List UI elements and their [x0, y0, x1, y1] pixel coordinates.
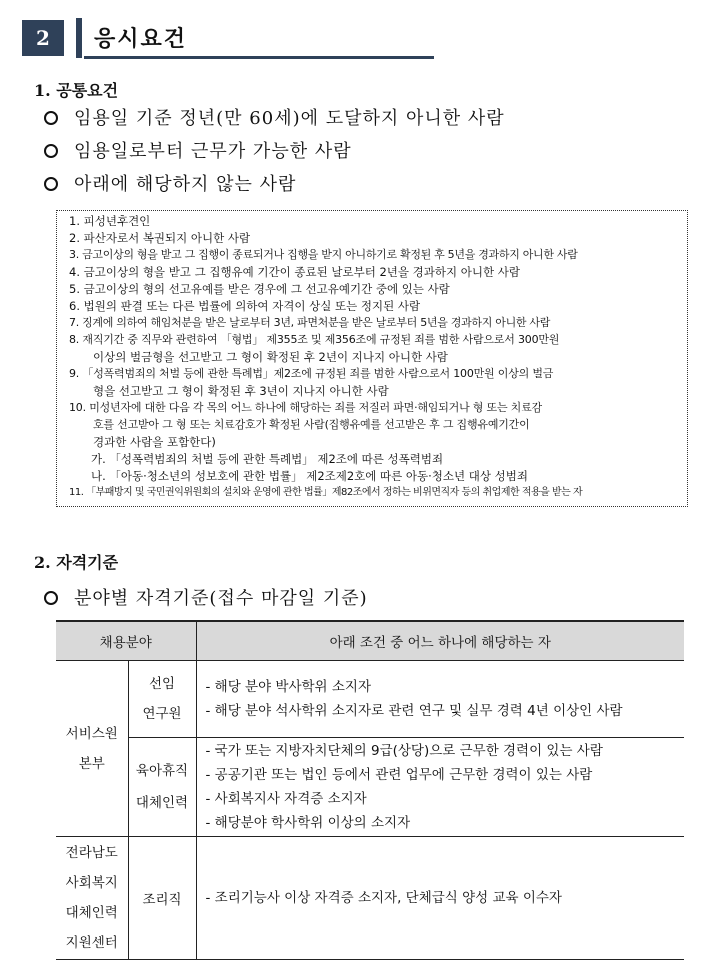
disqualification-item: 9. 「성폭력범죄의 처벌 등에 관한 특례법」제2조에 규정된 죄를 범한 사람으로서 100만원 이상의 벌금 — [69, 367, 554, 380]
section-title-bar — [76, 18, 82, 58]
section-title-underline — [84, 56, 434, 59]
qualification-table — [56, 620, 684, 960]
role-cell: 선임 연구원 — [128, 661, 196, 738]
disqualification-subitem: 가. 「성폭력범죄의 처벌 등에 관한 특례법」 제2조에 따른 성폭력범죄 — [91, 452, 444, 466]
disqualification-item: 4. 금고이상의 형을 받고 그 집행유예 기간이 종료된 날로부터 2년을 경과하지 아니한 사람 — [69, 265, 520, 279]
dept-cell: 전라남도 사회복지 대체인력 지원센터 — [56, 837, 128, 960]
condition-line: - 해당분야 학사학위 이상의 소지자 — [205, 815, 411, 831]
condition-line: - 해당 분야 석사학위 소지자로 관련 연구 및 실무 경력 4년 이상인 사람 — [205, 703, 623, 719]
disqualification-item: 10. 미성년자에 대한 다음 각 목의 어느 하나에 해당하는 죄를 저질러 파면‧해임되거나 형 또는 치료감 — [69, 401, 542, 414]
qualification-bullet: 분야별 자격기준(접수 마감일 기준) — [44, 584, 368, 610]
circle-bullet-icon — [44, 144, 58, 158]
role-cell: 조리직 — [128, 837, 196, 960]
disqualification-item: 3. 금고이상의 형을 받고 그 집행이 종료되거나 집행을 받지 아니하기로 확정된 후 5년을 경과하지 아니한 사람 — [69, 248, 578, 261]
condition-cell — [196, 661, 684, 738]
circle-bullet-icon — [44, 591, 58, 605]
header-field: 채용분야 — [56, 621, 196, 661]
circle-bullet-icon — [44, 111, 58, 125]
disqualification-item: 7. 징계에 의하여 해임처분을 받은 날로부터 3년, 파면처분을 받은 날로부터 5년을 경과하지 아니한 사람 — [69, 316, 551, 329]
disqualification-item: 6. 법원의 판결 또는 다른 법률에 의하여 자격이 상실 또는 정지된 사람 — [69, 299, 421, 313]
common-bullet-1: 임용일 기준 정년(만 60세)에 도달하지 아니한 사람 — [44, 104, 505, 130]
disqualification-item: 8. 재직기간 중 직무와 관련하여 「형법」 제355조 및 제356조에 규정된 죄를 범한 사람으로서 300만원 — [69, 333, 560, 346]
section-number-badge: 2 — [22, 20, 64, 56]
table-row — [56, 738, 684, 837]
condition-line: - 해당 분야 박사학위 소지자 — [205, 679, 371, 695]
disqualification-item: 5. 금고이상의 형의 선고유예를 받은 경우에 그 선고유예기간 중에 있는 사람 — [69, 282, 450, 296]
dept-cell: 서비스원 본부 — [56, 661, 128, 837]
condition-line: - 국가 또는 지방자치단체의 9급(상당)으로 근무한 경력이 있는 사람 — [205, 743, 603, 759]
condition-cell — [196, 837, 684, 960]
condition-line: - 공공기관 또는 법인 등에서 관련 업무에 근무한 경력이 있는 사람 — [205, 767, 593, 783]
disqualification-item: 11. 「부패방지 및 국민권익위원회의 설치와 운영에 관한 법률」제82조에서 정하는 비위면직자 등의 취업제한 적용을 받는 자 — [69, 487, 583, 498]
role-cell: 육아휴직 대체인력 — [128, 738, 196, 837]
common-requirements-heading: 1. 공통요건 — [34, 81, 119, 100]
circle-bullet-icon — [44, 177, 58, 191]
section-title: 응시요건 — [94, 27, 188, 52]
condition-cell — [196, 738, 684, 837]
table-row — [56, 837, 684, 960]
header-condition: 아래 조건 중 어느 하나에 해당하는 자 — [196, 621, 684, 661]
condition-line: - 조리기능사 이상 자격증 소지자, 단체급식 양성 교육 이수자 — [205, 890, 562, 906]
disqualification-item-continued: 호를 선고받아 그 형 또는 치료감호가 확정된 사람(집행유예를 선고받은 후 그 집행유예기간이 — [93, 418, 530, 431]
disqualification-item-continued: 경과한 사람을 포함한다) — [93, 435, 216, 449]
disqualification-item: 2. 파산자로서 복권되지 아니한 사람 — [69, 231, 251, 245]
disqualification-item: 1. 피성년후견인 — [69, 214, 151, 228]
disqualification-subitem: 나. 「아동‧청소년의 성보호에 관한 법률」 제2조제2호에 따른 아동‧청소년 대상 성범죄 — [91, 469, 528, 483]
condition-line: - 사회복지사 자격증 소지자 — [205, 791, 367, 807]
common-bullet-3: 아래에 해당하지 않는 사람 — [44, 170, 296, 196]
table-header-row — [56, 621, 684, 661]
table-row — [56, 661, 684, 738]
disqualification-item-continued: 이상의 벌금형을 선고받고 그 형이 확정된 후 2년이 지나지 아니한 사람 — [93, 350, 448, 364]
common-bullet-2: 임용일로부터 근무가 가능한 사람 — [44, 137, 352, 163]
disqualification-box — [56, 210, 688, 507]
disqualification-item-continued: 형을 선고받고 그 형이 확정된 후 3년이 지나지 아니한 사람 — [93, 384, 389, 398]
qualification-heading: 2. 자격기준 — [34, 553, 119, 572]
